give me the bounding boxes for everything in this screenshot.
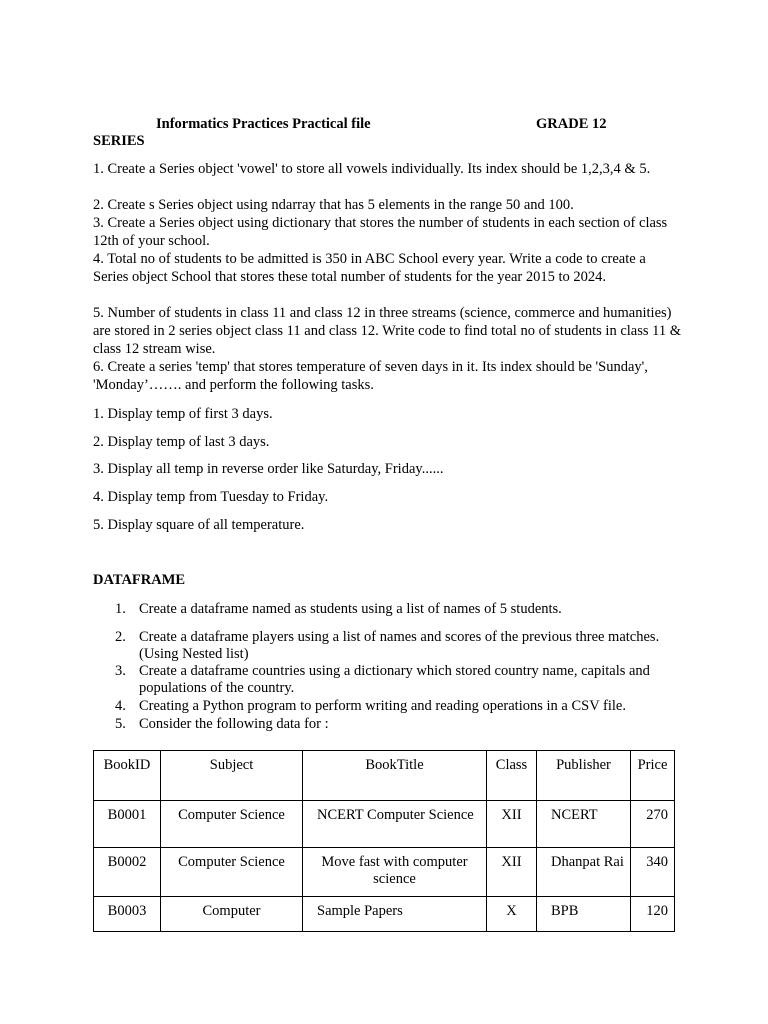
header-cell: Subject — [161, 751, 303, 801]
table-cell: B0002 — [94, 848, 161, 897]
table-cell: NCERT Computer Science — [303, 801, 487, 848]
header-cell: Price — [631, 751, 675, 801]
table-cell: NCERT — [537, 801, 631, 848]
series-task: 3. Display all temp in reverse order like Saturday, Friday...... — [93, 461, 444, 477]
table-row — [94, 848, 675, 897]
table-cell: Computer Science — [161, 801, 303, 848]
books-table — [93, 750, 675, 932]
dataframe-item-text: Creating a Python program to perform writing and reading operations in a CSV file. — [139, 698, 626, 714]
series-question: 2. Create s Series object using ndarray that has 5 elements in the range 50 and 100. — [93, 197, 574, 213]
series-heading: SERIES — [93, 133, 145, 149]
series-task: 5. Display square of all temperature. — [93, 517, 305, 533]
table-cell: Computer — [161, 897, 303, 932]
table-cell: Sample Papers — [303, 897, 487, 932]
table-cell: Dhanpat Rai — [537, 848, 631, 897]
table-header-row — [94, 751, 675, 801]
document-title: Informatics Practices Practical file — [156, 116, 371, 132]
header-cell: BookID — [94, 751, 161, 801]
table-cell: B0001 — [94, 801, 161, 848]
dataframe-item-number: 4. — [115, 698, 126, 714]
table-cell: 340 — [631, 848, 675, 897]
dataframe-heading: DATAFRAME — [93, 572, 186, 588]
table-row — [94, 897, 675, 932]
table-cell: 270 — [631, 801, 675, 848]
table-row — [94, 801, 675, 848]
table-cell: XII — [487, 801, 537, 848]
dataframe-item-number: 1. — [115, 601, 126, 617]
table-cell: BPB — [537, 897, 631, 932]
dataframe-item-text: Create a dataframe players using a list of names and scores of the previous three matches. (Using Nested list) — [139, 629, 660, 662]
series-task: 4. Display temp from Tuesday to Friday. — [93, 489, 329, 505]
dataframe-item-number: 2. — [115, 629, 126, 645]
table-cell: X — [487, 897, 537, 932]
table-cell: XII — [487, 848, 537, 897]
dataframe-item-text: Consider the following data for : — [139, 716, 329, 732]
grade-label: GRADE 12 — [536, 116, 607, 132]
dataframe-item-number: 5. — [115, 716, 126, 732]
series-question: 1. Create a Series object 'vowel' to store all vowels individually. Its index should be 1,2,3,4 & 5. — [93, 161, 651, 177]
table-cell: Move fast with computer science — [303, 848, 487, 897]
dataframe-item-number: 3. — [115, 663, 126, 679]
dataframe-item-text: Create a dataframe named as students using a list of names of 5 students. — [139, 601, 562, 617]
series-question: 4. Total no of students to be admitted is 350 in ABC School every year. Write a code to create a Series object School that stores these total number of students for the year 2015 to 2024. — [93, 251, 646, 285]
series-question: 6. Create a series 'temp' that stores temperature of seven days in it. Its index should be 'Sunday', 'Monday’……. and perform the following tasks. — [93, 359, 648, 393]
header-cell: Class — [487, 751, 537, 801]
series-task: 1. Display temp of first 3 days. — [93, 406, 273, 422]
header-cell: BookTitle — [303, 751, 487, 801]
series-question: 3. Create a Series object using dictionary that stores the number of students in each section of class 12th of your school. — [93, 215, 668, 249]
table-cell: Computer Science — [161, 848, 303, 897]
dataframe-item-text: Create a dataframe countries using a dictionary which stored country name, capitals and populations of the country. — [139, 663, 650, 696]
series-task: 2. Display temp of last 3 days. — [93, 434, 270, 450]
header-cell: Publisher — [537, 751, 631, 801]
table-cell: B0003 — [94, 897, 161, 932]
series-question: 5. Number of students in class 11 and class 12 in three streams (science, commerce and humanities) are stored in 2 series object class 11 and class 12. Write code to find total no of students in class 11 & class 12 stream wise. — [93, 305, 682, 357]
table-cell: 120 — [631, 897, 675, 932]
